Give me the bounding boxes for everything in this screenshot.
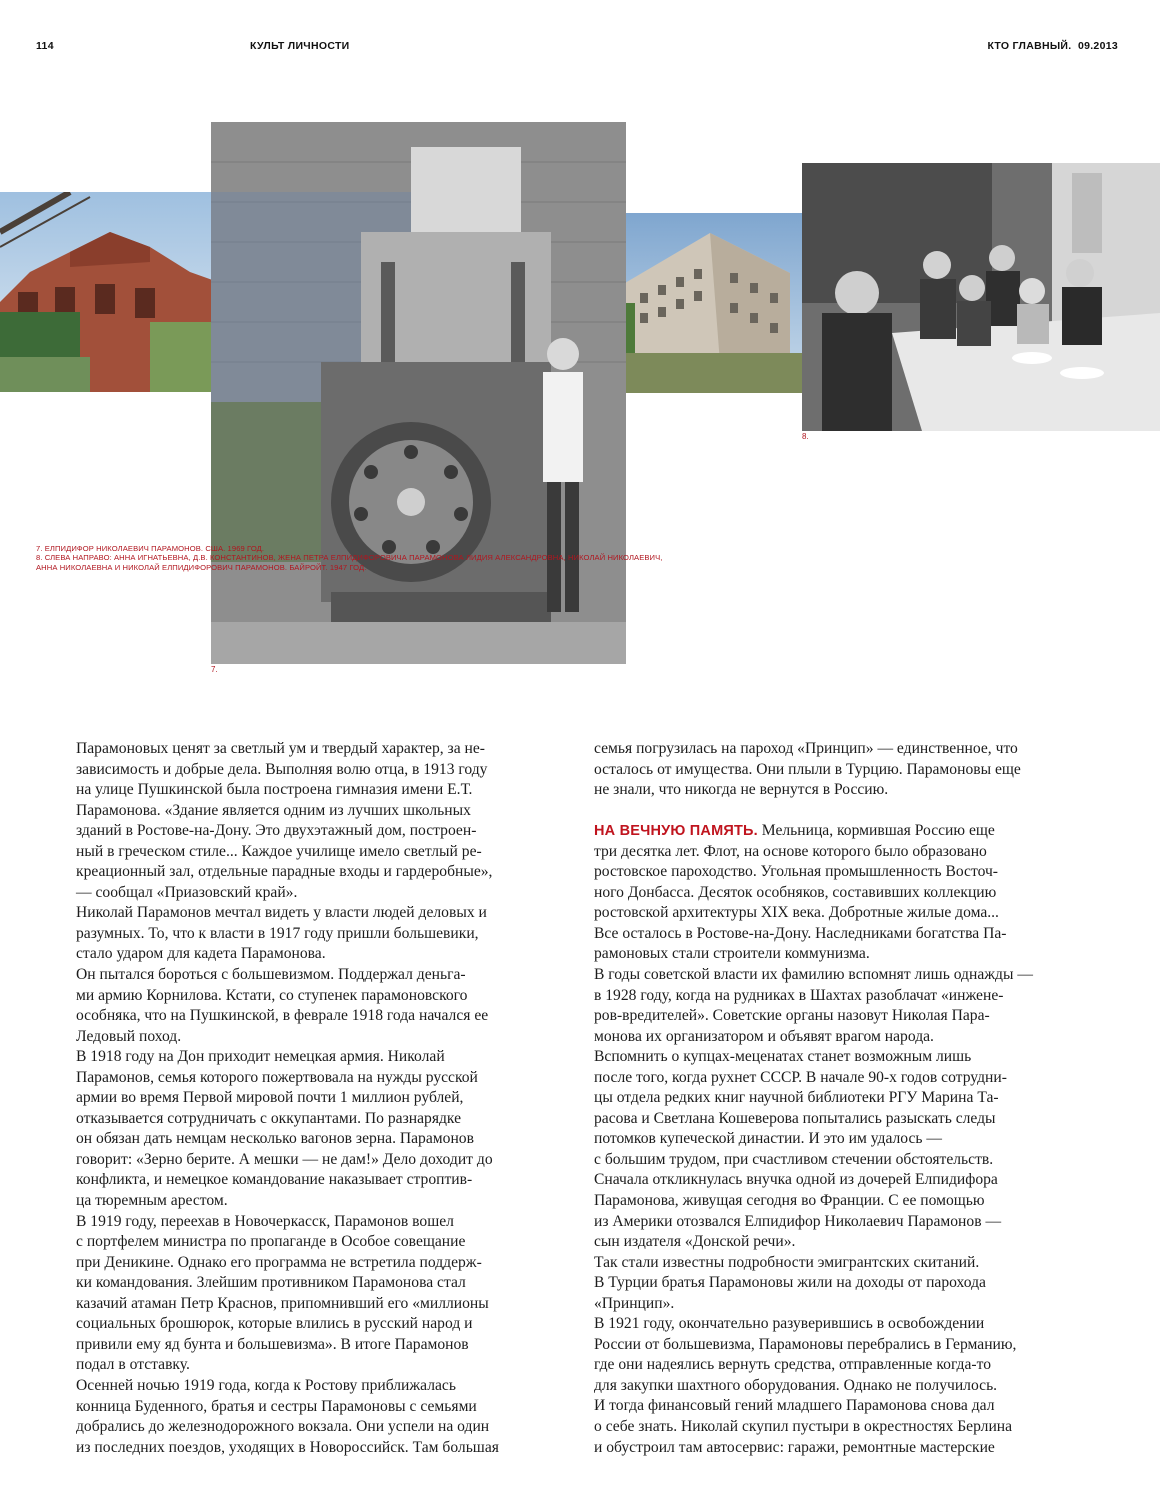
text-line: Вспомнить о купцах-меценатах станет возможным лишь [594, 1048, 972, 1066]
text-line: Парамонов, семья которого пожертвовала на нужды русской [76, 1068, 478, 1086]
subhead-line [594, 821, 1084, 842]
text-line: ца тюремным арестом. [76, 1192, 228, 1210]
text-line: ростовское пароходство. Угольная промышленность Восточ- [594, 863, 998, 881]
text-line: при Деникине. Однако его программа не встретила поддерж- [76, 1253, 482, 1271]
text-line: особняка, что на Пушкинской, в феврале 1918 года начался ее [76, 1007, 489, 1025]
text-line: зданий в Ростове-на-Дону. Это двухэтажный дом, построен- [76, 822, 477, 840]
page-number: 114 [36, 40, 54, 52]
text-line: сын издателя «Донской речи». [594, 1233, 796, 1251]
text-line: не знали, что никогда не вернутся в Россию. [594, 781, 889, 799]
magazine-issue [987, 40, 1118, 52]
text-line: Все осталось в Ростове-на-Дону. Наследниками богатства Па- [594, 924, 1007, 942]
text-line: В Турции братья Парамоновы жили на доходы от парохода [594, 1274, 986, 1292]
text-line: Парамонова, живущая сегодня во Франции. С ее помощью [594, 1191, 985, 1209]
text-line: Осенней ночью 1919 года, когда к Ростову приближалась [76, 1376, 456, 1394]
text-line: ки командования. Злейшим противником Парамонова стал [76, 1274, 466, 1292]
text-line: семья погрузилась на пароход «Принцип» — единственное, что [594, 740, 1018, 757]
text-line: отказывается сотрудничать с оккупантами. По разнарядке [76, 1109, 462, 1127]
photo-family-group [802, 163, 1160, 431]
text-line: и обустроил там автосервис: гаражи, ремонтные мастерские [594, 1438, 995, 1456]
text-line: — сообщал «Приазовский край». [76, 883, 298, 901]
text-line: три десятка лет. Флот, на основе которого было образовано [594, 842, 987, 860]
section-title: КУЛЬТ ЛИЧНОСТИ [250, 40, 350, 52]
text-line: привили ему яд бунта и большевизма». В итоге Парамонов [76, 1335, 469, 1353]
text-line: социальных брошюрок, которые влились в русский народ и [76, 1315, 473, 1333]
text-line: стало ударом для кадета Парамонова. [76, 945, 326, 963]
text-line: армии во время Первой мировой почти 1 миллион рублей, [76, 1089, 464, 1107]
paragraph-gap [594, 801, 1084, 822]
text-line: потомков купеческой династии. И это им удалось — [594, 1130, 943, 1148]
text-line: В 1919 году, переехав в Новочеркасск, Парамонов вошел [76, 1212, 454, 1230]
text-line: «Принцип». [594, 1294, 675, 1312]
text-line: конфликта, и немецкое командование наказывает строптив- [76, 1171, 473, 1189]
text-line: осталось от имущества. Они плыли в Турцию. Парамоновы еще [594, 760, 1021, 778]
photo-number-8: 8. [802, 432, 809, 441]
text-line: разумных. То, что к власти в 1917 году пришли большевики, [76, 924, 479, 942]
page-header [36, 40, 1118, 54]
caption-line: 8. СЛЕВА НАПРАВО: АННА ИГНАТЬЕВНА, Д.В. КОНСТАНТИНОВ, ЖЕНА ПЕТРА ЕЛПИДИФОРОВИЧА ПАРАМОНОВА ЛИДИЯ АЛЕКСАНДРОВНА, НИКОЛАЙ НИКОЛАЕВИЧ, [36, 553, 663, 563]
text-line: цы отдела редких книг научной библиотеки РГУ Марина Та- [594, 1089, 999, 1107]
text-line: рамоновых стали строители коммунизма. [594, 945, 870, 963]
text-line: казачий атаман Петр Краснов, припомнивший его «миллионы [76, 1294, 489, 1312]
text-line: для закупки шахтного оборудования. Однако не получилось. [594, 1376, 998, 1394]
photo-caption [36, 544, 776, 572]
text-line: зависимость и добрые дела. Выполняя волю отца, в 1913 году [76, 760, 488, 778]
text-line: Парамонова. «Здание является одним из лучших школьных [76, 801, 471, 819]
text-line: с большим трудом, при счастливом стечении обстоятельств. [594, 1150, 994, 1168]
text-line: ми армию Корнилова. Кстати, со ступенек парамоновского [76, 986, 468, 1004]
text-line: говорит: «Зерно берите. А мешки — не дам!» Дело доходит до [76, 1150, 493, 1168]
text-line: в 1928 году, когда на рудниках в Шахтах разоблачат «инжене- [594, 986, 1004, 1004]
photo-number-7: 7. [211, 665, 218, 674]
text-line: Николай Парамонов мечтал видеть у власти людей деловых и [76, 904, 487, 922]
text-line: Он пытался бороться с большевизмом. Поддержал деньга- [76, 966, 466, 984]
issue-date: 09.2013 [1077, 40, 1118, 52]
text-line: ный в греческом стиле... Каждое училище имело светлый ре- [76, 842, 482, 860]
article-column-left [76, 739, 572, 1458]
text-line: В 1918 году на Дон приходит немецкая армия. Николай [76, 1048, 445, 1066]
text-line: он обязан дать немцам несколько вагонов зерна. Парамонов [76, 1130, 474, 1148]
text-line: Парамоновых ценят за светлый ум и твердый характер, за не- [76, 740, 485, 757]
text-line: Сначала откликнулась внучка одной из дочерей Елпидифора [594, 1171, 998, 1189]
text-run: Мельница, кормившая Россию еще [757, 822, 995, 840]
text-line: ростовской архитектуры XIX века. Добротные жилые дома... [594, 904, 999, 922]
text-line: ров-вредителей». Советские органы назовут Николая Пара- [594, 1007, 990, 1025]
text-line: подал в отставку. [76, 1356, 190, 1374]
text-line: И тогда финансовый гений младшего Парамонова снова дал [594, 1397, 995, 1415]
caption-line: АННА НИКОЛАЕВНА И НИКОЛАЙ ЕЛПИДИФОРОВИЧ ПАРАМОНОВ. БАЙРОЙТ. 1947 ГОД. [36, 562, 367, 572]
text-line: Так стали известны подробности эмигрантских скитаний. [594, 1253, 980, 1271]
text-line: после того, когда рухнет СССР. В начале 90-х годов сотрудни- [594, 1068, 1007, 1086]
article-column-right [594, 739, 1084, 1458]
text-line: конница Буденного, братья и сестры Парамоновы с семьями [76, 1397, 477, 1415]
text-line: В 1921 году, окончательно разуверившись в освобождении [594, 1315, 985, 1333]
text-line: о себе знать. Николай скупил пустыри в окрестностях Берлина [594, 1418, 1013, 1435]
text-line: где они надеялись вернуть средства, отправленные когда-то [594, 1356, 992, 1374]
text-line: на улице Пушкинской была построена гимназия имени Е.Т. [76, 781, 473, 799]
text-line: Ледовый поход. [76, 1027, 182, 1045]
caption-line: 7. ЕЛПИДИФОР НИКОЛАЕВИЧ ПАРАМОНОВ. США. 1969 ГОД. [36, 544, 265, 553]
section-subhead: НА ВЕЧНУЮ ПАМЯТЬ. [594, 823, 758, 840]
magazine-name: КТО ГЛАВНЫЙ. [987, 40, 1072, 52]
text-line: России от большевизма, Парамоновы перебрались в Германию, [594, 1335, 1017, 1353]
text-line: с портфелем министра по пропаганде в Особое совещание [76, 1233, 466, 1251]
text-line: монова их организатором и объявят врагом народа. [594, 1027, 934, 1045]
photo-machine-man [211, 122, 626, 664]
text-line: добрались до железнодорожного вокзала. Они успели на один [76, 1418, 490, 1436]
text-line: В годы советской власти их фамилию вспомнят лишь однажды — [594, 965, 1033, 983]
photo-brick-building [0, 192, 218, 392]
text-line: ного Донбасса. Десяток особняков, составивших коллекцию [594, 883, 997, 901]
text-line: из Америки отозвался Елпидифор Николаевич Парамонов — [594, 1212, 1002, 1230]
text-line: креационный зал, отдельные парадные входы и гардеробные», [76, 863, 493, 881]
text-line: расова и Светлана Кошеверова попытались разыскать следы [594, 1109, 996, 1127]
text-line: из последних поездов, уходящих в Новороссийск. Там большая [76, 1438, 499, 1456]
